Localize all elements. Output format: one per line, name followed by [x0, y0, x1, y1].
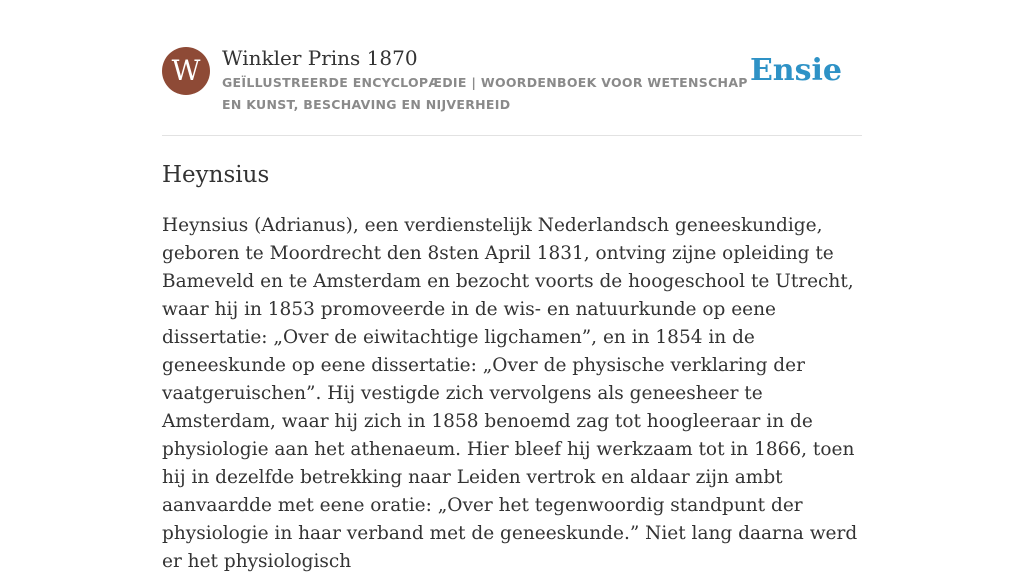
header-divider	[162, 135, 862, 136]
entry-body: Heynsius (Adrianus), een verdienstelijk Nederlandsch geneeskundige, geboren te Moordrecht den 8sten April 1831, ontving zijne opleiding te Bameveld en te Amsterdam en bezocht voorts de hoogeschool te Utrecht, waar hij in 1853 promoveerde in de wis- en natuurkunde op eene dissertatie: „Over de eiwitachtige ligchamen”, en in 1854 in de geneeskunde op eene dissertatie: „Over de physische verklaring der vaatgeruischen”. Hij vestigde zich vervolgens als geneesheer te Amsterdam, waar hij zich in 1858 benoemd zag tot hoogleeraar in de physiologie aan het athenaeum. Hier bleef hij werkzaam tot in 1866, toen hij in dezelfde betrekking naar Leiden vertrok en aldaar zijn ambt aanvaardde met eene oratie: „Over het tegenwoordig standpunt der physiologie in haar verband met de geneeskunde.” Niet lang daarna werd er het physiologisch	[162, 215, 858, 572]
entry-title: Heynsius	[162, 162, 270, 188]
source-header	[162, 46, 862, 136]
source-subtitle: GEÏLLUSTREERDE ENCYCLOPÆDIE | WOORDENBOEK VOOR WETENSCHAP EN KUNST, BESCHAVING EN NIJVERHEID	[222, 75, 748, 112]
source-title[interactable]: Winkler Prins 1870	[222, 46, 418, 70]
brand-logo-link[interactable]: Ensie	[749, 53, 842, 88]
avatar[interactable]: W	[162, 47, 210, 95]
